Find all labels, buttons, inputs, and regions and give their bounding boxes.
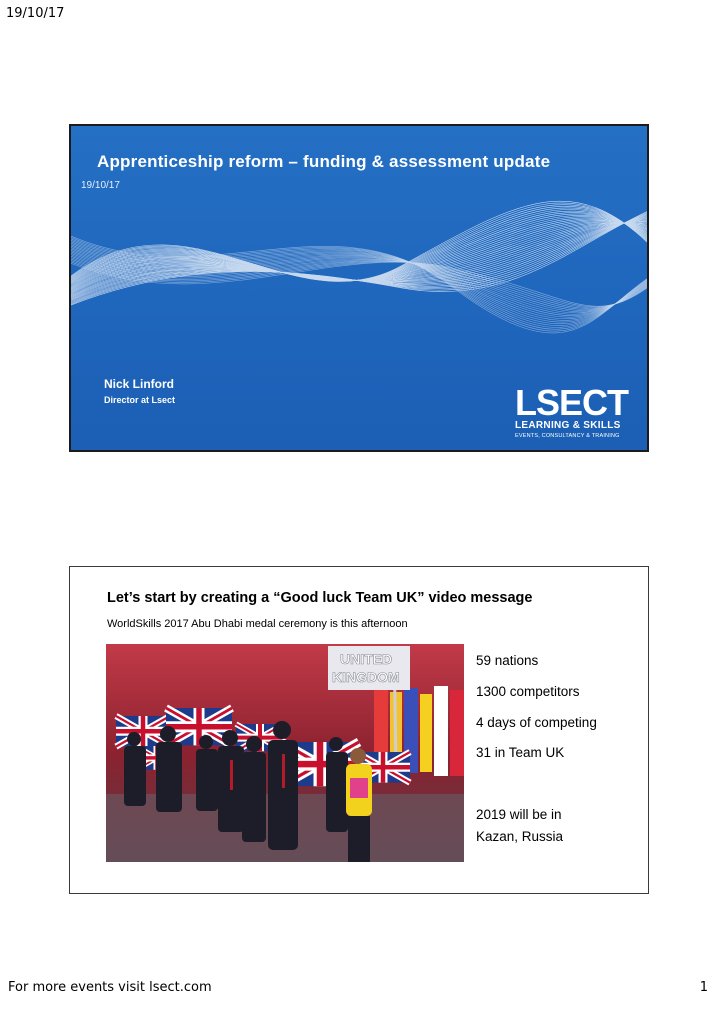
logo-line-2: EVENTS, CONSULTANCY & TRAINING — [515, 433, 620, 439]
page-number: 1 — [699, 980, 708, 995]
presenter-role: Director at Lsect — [104, 395, 176, 405]
header-date: 19/10/17 — [6, 6, 65, 21]
slide-title: Apprenticeship reform – funding & assessment update — [97, 152, 551, 171]
slide2-title: Let’s start by creating a “Good luck Team UK” video message — [107, 590, 533, 606]
presenter-name: Nick Linford — [104, 377, 175, 391]
sign-line-2: KINGDOM — [332, 669, 400, 685]
fact-item: 59 nations — [476, 653, 539, 668]
lsect-logo — [515, 382, 635, 440]
fact-item: 1300 competitors — [476, 684, 580, 699]
fact-item: 31 in Team UK — [476, 745, 565, 760]
footer-link-text: For more events visit lsect.com — [8, 980, 212, 995]
content-slide — [69, 566, 649, 894]
fact-item: 2019 will be in — [476, 807, 562, 822]
title-slide — [69, 124, 649, 452]
fact-item: Kazan, Russia — [476, 829, 564, 844]
slide-date: 19/10/17 — [81, 180, 120, 191]
logo-main-text: LSECT — [515, 382, 629, 423]
fact-item: 4 days of competing — [476, 715, 597, 730]
logo-line-1: LEARNING & SKILLS — [515, 420, 621, 431]
slide2-subtitle: WorldSkills 2017 Abu Dhabi medal ceremony is this afternoon — [107, 618, 408, 630]
sign-line-1: UNITED — [340, 651, 393, 667]
team-uk-photo — [106, 644, 464, 862]
